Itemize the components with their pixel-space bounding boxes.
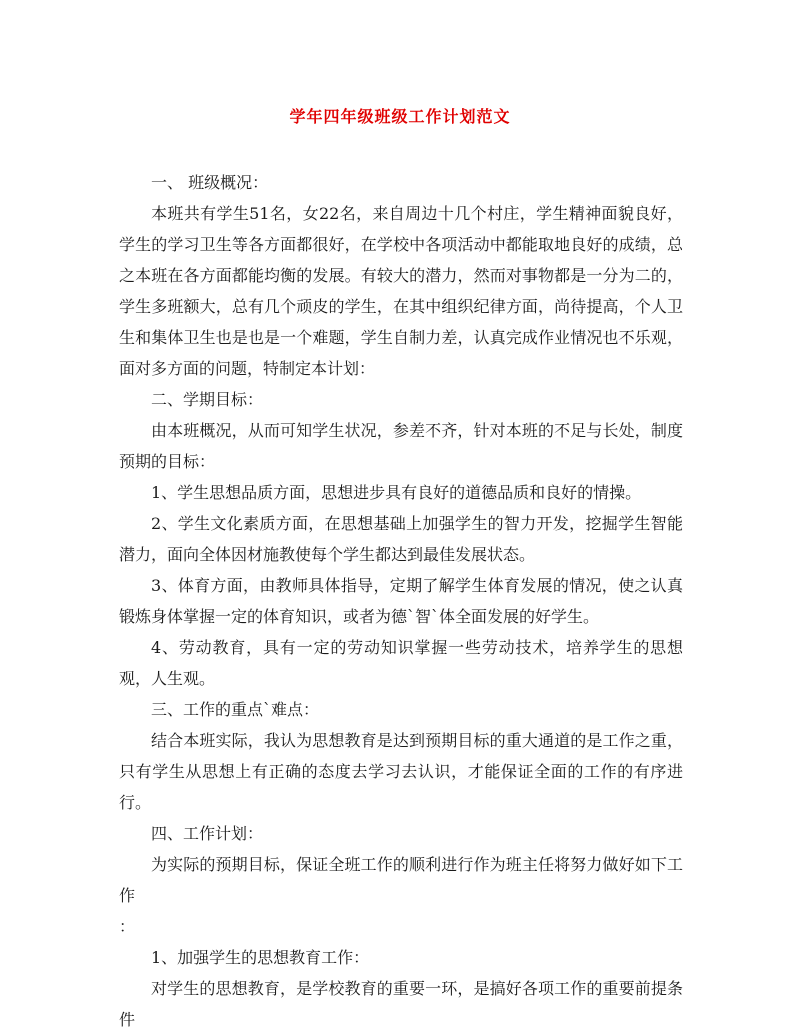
section-heading-semester-goals: 二、学期目标： bbox=[151, 390, 264, 409]
section-heading-work-plan: 四、工作计划： bbox=[151, 824, 264, 843]
document-title: 学年四年级班级工作计划范文 bbox=[289, 107, 511, 126]
list-item-goal-4: 4、劳动教育，具有一定的劳动知识掌握一些劳动技术，培养学生的思想观，人生观。 bbox=[119, 638, 683, 688]
list-item-goal-2: 2、学生文化素质方面，在思想基础上加强学生的智力开发，挖掘学生智能潜力，面向全体因材施教使每个学生都达到最佳发展状态。 bbox=[119, 514, 683, 564]
paragraph-class-overview: 本班共有学生51名，女22名，来自周边十几个村庄，学生精神面貌良好，学生的学习卫生等各方面都很好，在学校中各项活动中都能取地良好的成绩，总之本班在各方面都能均衡的发展。有较大的潜力，然而对事物都是一分为二的，学生多班额大，总有几个顽皮的学生，在其中组织纪律方面，尚待提高，个人卫生和集体卫生也是也是一个难题，学生自制力差，认真完成作业情况也不乐观，面对多方面的问题，特制定本计划： bbox=[119, 204, 683, 378]
paragraph-key-points: 结合本班实际，我认为思想教育是达到预期目标的重大通道的是工作之重，只有学生从思想上有正确的态度去学习去认识，才能保证全面的工作的有序进行。 bbox=[119, 731, 683, 812]
list-item-goal-1: 1、学生思想品质方面，思想进步具有良好的道德品质和良好的情操。 bbox=[151, 483, 642, 502]
paragraph-plan-1-body: 对学生的思想教育，是学校教育的重要一环，是搞好各项工作的重要前提条件 bbox=[119, 979, 683, 1029]
paragraph-work-plan-intro: 为实际的预期目标，保证全班工作的顺利进行作为班主任将努力做好如下工作 bbox=[119, 855, 683, 905]
list-item-plan-1: 1、加强学生的思想教育工作： bbox=[151, 948, 370, 967]
paragraph-goals-intro: 由本班概况，从而可知学生状况，参差不齐，针对本班的不足与长处，制度预期的目标： bbox=[119, 421, 683, 471]
paragraph-work-plan-colon: ： bbox=[119, 917, 136, 936]
document-body bbox=[119, 167, 683, 1035]
section-heading-key-points: 三、工作的重点`难点： bbox=[151, 700, 320, 719]
section-heading-class-overview: 一、 班级概况： bbox=[151, 173, 269, 192]
list-item-goal-3: 3、体育方面，由教师具体指导，定期了解学生体育发展的情况，使之认真锻炼身体掌握一定的体育知识，或者为德`智`体全面发展的好学生。 bbox=[119, 576, 683, 626]
